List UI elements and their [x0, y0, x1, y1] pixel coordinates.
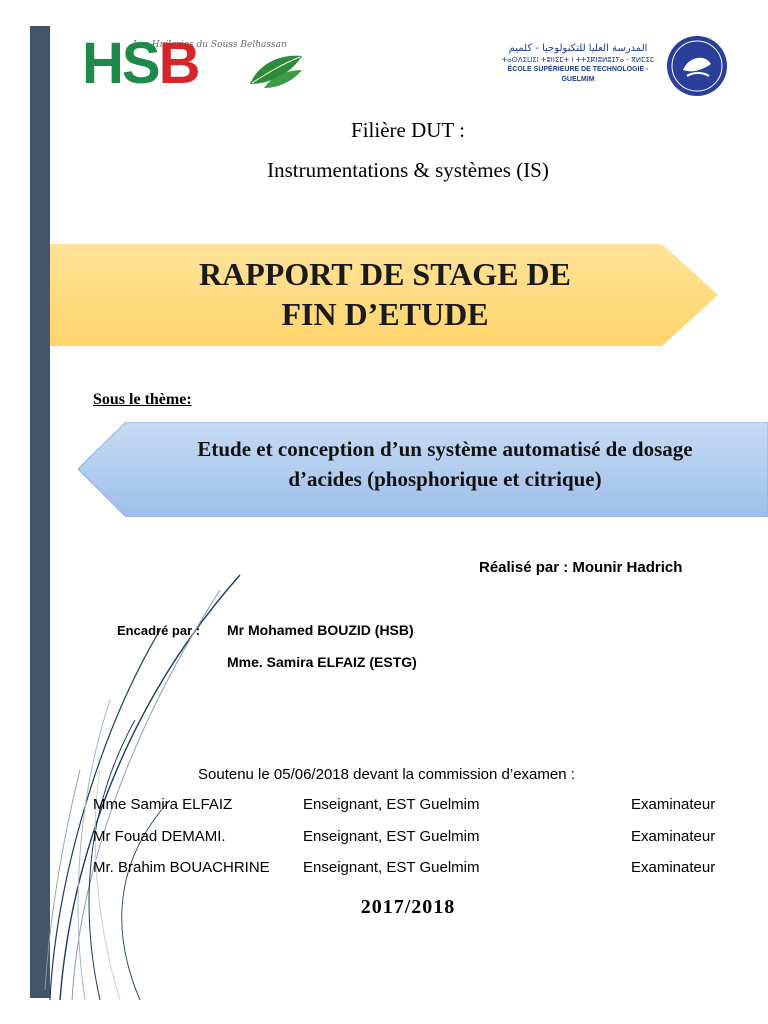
- supervisor-name: Mr Mohamed BOUZID (HSB): [227, 622, 414, 638]
- jury-title: Examinateur: [631, 796, 716, 813]
- leaf-icon: [246, 50, 306, 90]
- jury-name: Mme Samira ELFAIZ: [93, 796, 233, 813]
- theme-label: Sous le thème:: [93, 391, 192, 408]
- est-guelmim-logo-text: [498, 43, 658, 85]
- est-name-arabic: المدرسة العليا للتكنولوجيا - كلميم: [508, 43, 648, 54]
- jury-name: Mr Fouad DEMAMI.: [93, 828, 226, 845]
- academic-year: 2017/2018: [360, 896, 456, 918]
- jury-title: Examinateur: [631, 859, 716, 876]
- report-title-line-1: RAPPORT DE STAGE DE: [199, 256, 571, 292]
- est-name-french: ÉCOLE SUPÉRIEURE DE TECHNOLOGIE - GUELMIM: [507, 66, 649, 83]
- hsb-letter-h: H: [82, 31, 122, 96]
- supervisors-label: Encadré par :: [117, 623, 201, 638]
- defense-statement: Soutenu le 05/06/2018 devant la commission d’examen :: [198, 766, 575, 783]
- hsb-tagline: Les Huileries du Souss Belhassan: [133, 40, 287, 50]
- jury-affiliation: Enseignant, EST Guelmim: [303, 859, 480, 876]
- jury-affiliation: Enseignant, EST Guelmim: [303, 828, 480, 845]
- theme-title-line-2: d’acides (phosphorique et citrique): [288, 467, 602, 491]
- est-name-tifinagh: ⵜⴰⵙⴷⵉⵡⵉⵏ ⵜⵓⵏⵏⵉⵎⵜ ⵏ ⵜⵜⵉⴽⵏⵓⵍⵓⵊⵢⴰ - ⴳⵍⵎⵉⵎ: [501, 56, 655, 64]
- university-seal-icon: [661, 34, 733, 98]
- supervisor-name: Mme. Samira ELFAIZ (ESTG): [227, 654, 417, 670]
- hsb-letter-b: B: [158, 31, 199, 96]
- jury-title: Examinateur: [631, 828, 716, 845]
- hsb-wordmark: [82, 31, 199, 96]
- theme-title-line-1: Etude et conception d’un système automatisé de dosage: [197, 437, 693, 461]
- specialty-line: Instrumentations & systèmes (IS): [267, 158, 549, 182]
- author-line: Réalisé par : Mounir Hadrich: [479, 559, 683, 576]
- jury-affiliation: Enseignant, EST Guelmim: [303, 796, 480, 813]
- report-title-line-2: FIN D’ETUDE: [281, 296, 489, 332]
- theme-title: [125, 434, 765, 494]
- hsb-letter-s: S: [121, 31, 159, 96]
- jury-name: Mr. Brahim BOUACHRINE: [93, 859, 270, 876]
- report-title: [60, 254, 710, 334]
- program-line: Filière DUT :: [351, 118, 465, 142]
